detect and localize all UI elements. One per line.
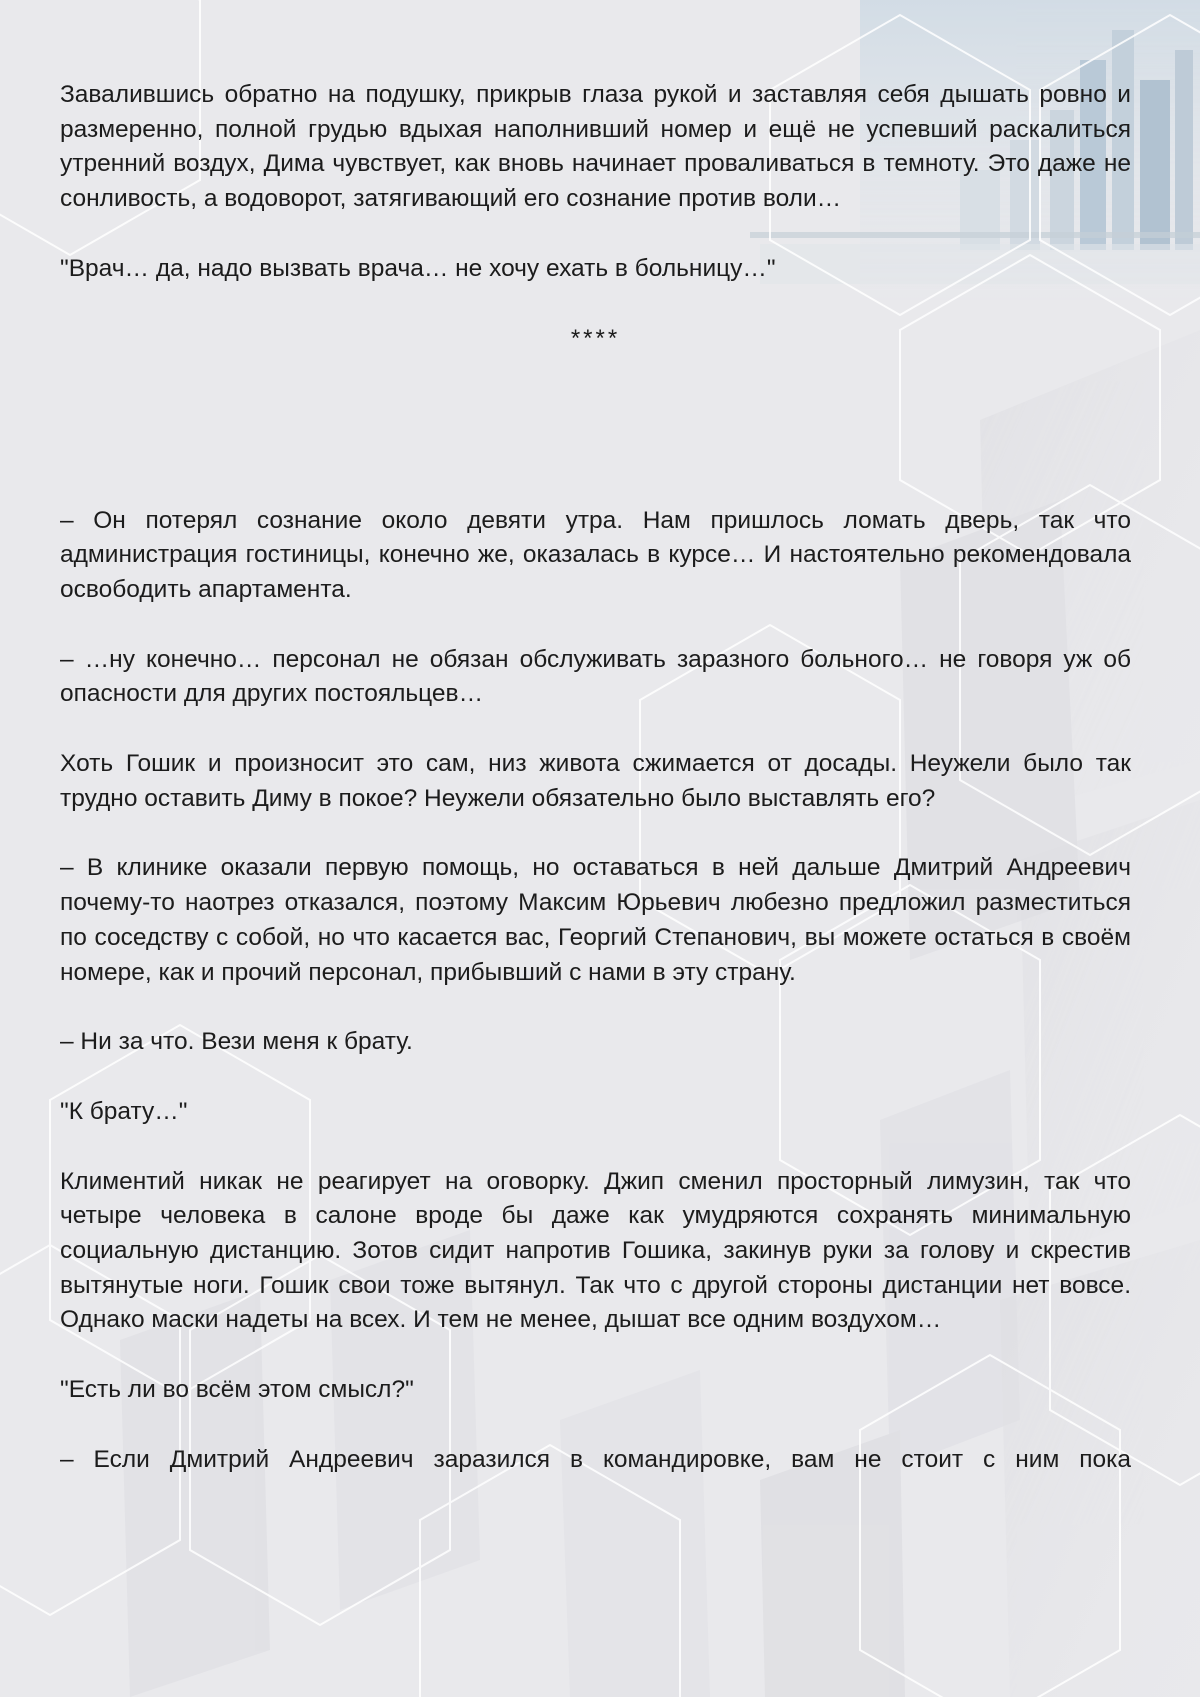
- paragraph-4: – …ну конечно… персонал не обязан обслуживать заразного больного… не говоря уж об опасности для других постояльцев…: [60, 645, 1131, 708]
- document-page: [60, 78, 1131, 1513]
- paragraph-5: Хоть Гошик и произносит это сам, низ живота сжимается от досады. Неужели было так трудно оставить Диму в покое? Неужели обязательно было выставлять его?: [60, 750, 1131, 812]
- paragraph-1: Завалившись обратно на подушку, прикрыв глаза рукой и заставляя себя дышать ровно и размеренно, полной грудью вдыхая наполнивший номер и ещё не успевший раскалиться утренний воздух, Дима чувствует, как вновь начинает проваливаться в темноту. Это даже не сонливость, а водоворот, затягивающий его сознание против воли…: [60, 81, 1131, 213]
- paragraph-7: – Ни за что. Вези меня к брату.: [60, 1028, 413, 1056]
- section-separator: ****: [570, 324, 621, 352]
- paragraph-6: – В клинике оказали первую помощь, но оставаться в ней дальше Дмитрий Андреевич почему-то наотрез отказался, поэтому Максим Юрьевич любезно предложил разместиться по соседству с собой, но что касается вас, Георгий Степанович, вы можете остаться в своём номере, как и прочий персонал, прибывший с нами в эту страну.: [60, 854, 1131, 986]
- paragraph-11: – Если Дмитрий Андреевич заразился в командировке, вам не стоит с ним пока: [60, 1445, 1131, 1473]
- paragraph-3: – Он потерял сознание около девяти утра. Нам пришлось ломать дверь, так что администрация гостиницы, конечно же, оказалась в курсе… И настоятельно рекомендовала освободить апартамента.: [60, 506, 1131, 603]
- paragraph-8: "К брату…": [60, 1097, 188, 1125]
- paragraph-9: Климентий никак не реагирует на оговорку. Джип сменил просторный лимузин, так что четыре человека в салоне вроде бы даже как умудряются сохранять минимальную социальную дистанцию. Зотов сидит напротив Гошика, закинув руки за голову и скрестив вытянутые ноги. Гошик свои тоже вытянул. Так что с другой стороны дистанции нет вовсе. Однако маски надеты на всех. И тем не менее, дышат все одним воздухом…: [60, 1167, 1131, 1334]
- paragraph-10: "Есть ли во всём этом смысл?": [60, 1376, 414, 1404]
- paragraph-2: "Врач… да, надо вызвать врача… не хочу ехать в больницу…": [60, 254, 776, 282]
